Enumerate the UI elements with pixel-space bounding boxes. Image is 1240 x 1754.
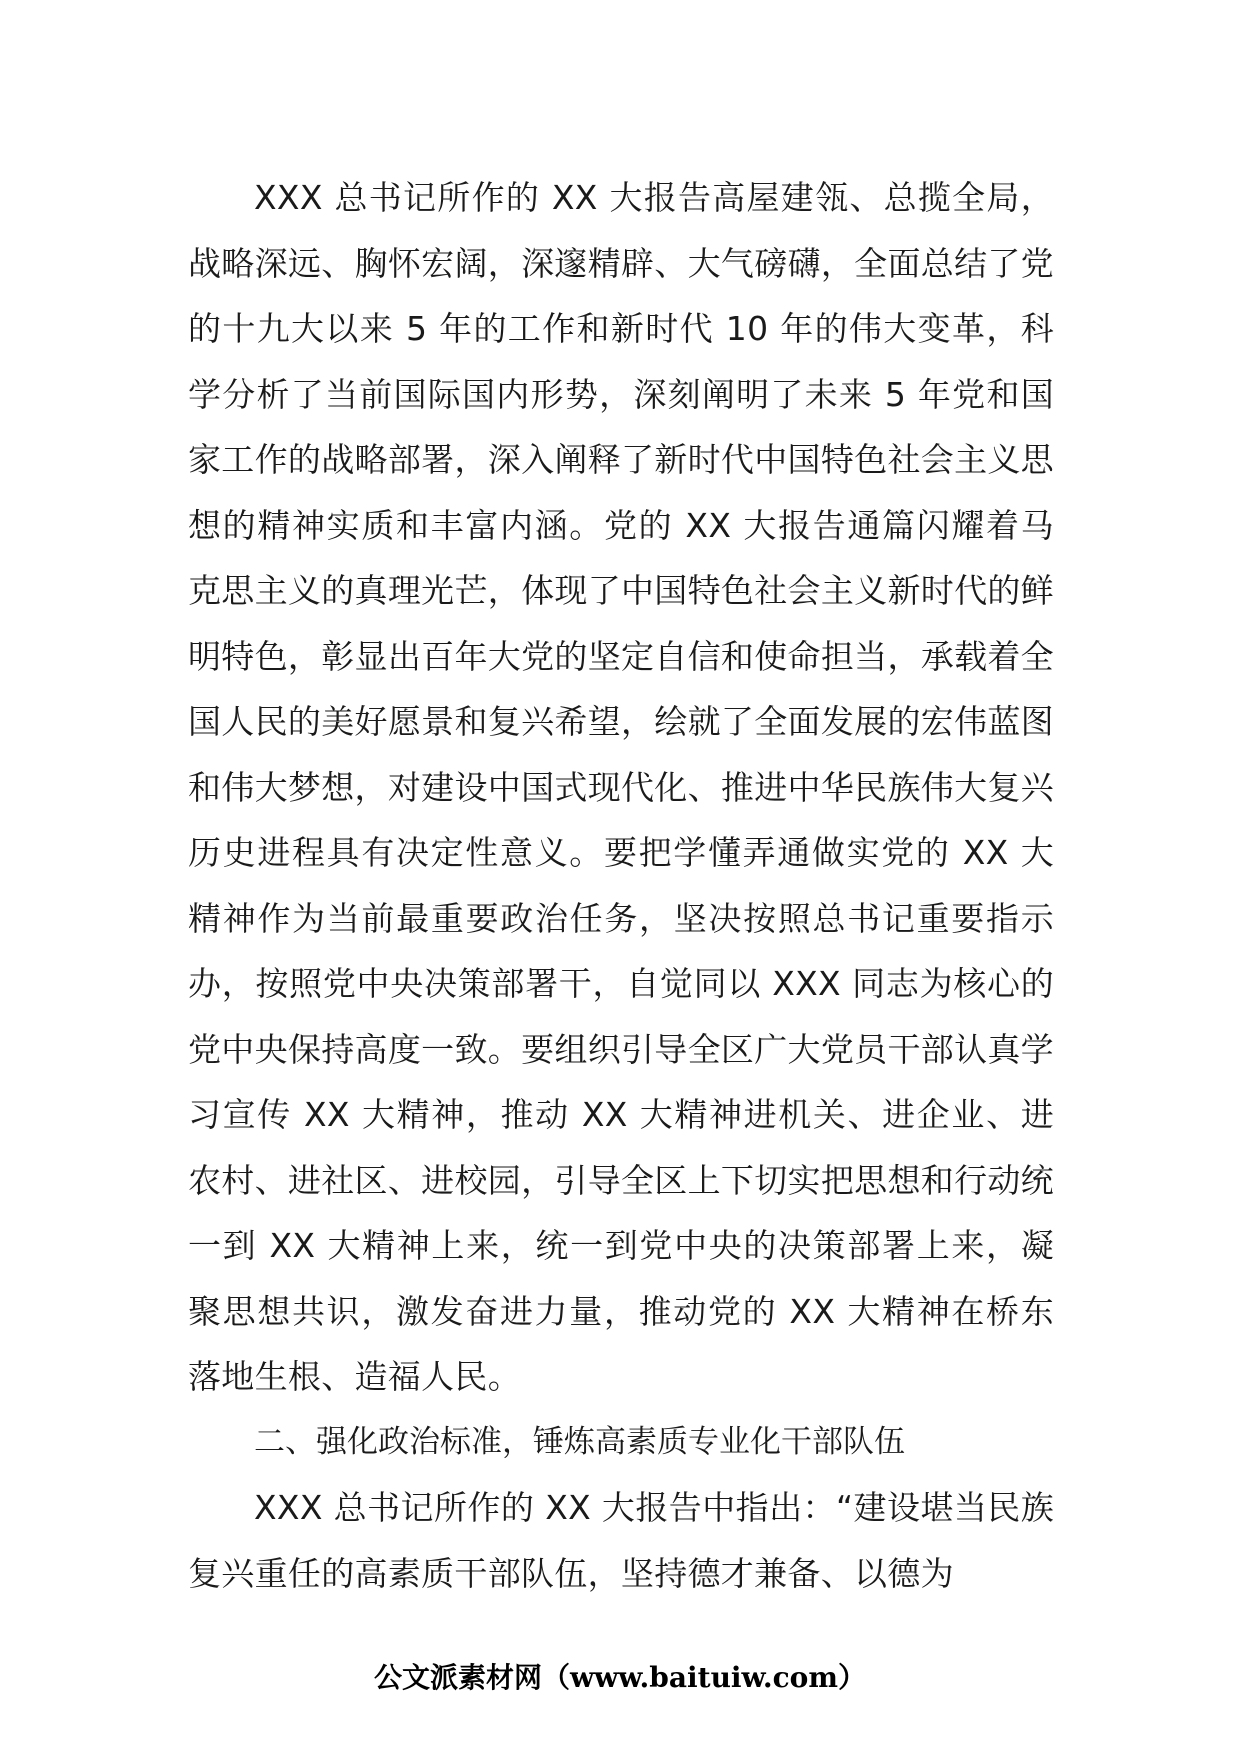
body-paragraph-1: XXX 总书记所作的 XX 大报告高屋建瓴、总揽全局，战略深远、胸怀宏阔，深邃精辟、大气磅礴，全面总结了党的十九大以来 5 年的工作和新时代 10 年的伟大变革，科学分析了当前国际国内形势，深刻阐明了未来 5 年党和国家工作的战略部署，深入阐释了新时代中国特色社会主义思想的精神实质和丰富内涵。党的 XX 大报告通篇闪耀着马克思主义的真理光芒，体现了中国特色社会主义新时代的鲜明特色，彰显出百年大党的坚定自信和使命担当，承载着全国人民的美好愿景和复兴希望，绘就了全面发展的宏伟蓝图和伟大梦想，对建设中国式现代化、推进中华民族伟大复兴历史进程具有决定性意义。要把学懂弄通做实党的 XX 大精神作为当前最重要政治任务，坚决按照总书记重要指示办，按照党中央决策部署干，自觉同以 XXX 同志为核心的党中央保持高度一致。要组织引导全区广大党员干部认真学习宣传 XX 大精神，推动 XX 大精神进机关、进企业、进农村、进社区、进校园，引导全区上下切实把思想和行动统一到 XX 大精神上来，统一到党中央的决策部署上来，凝聚思想共识，激发奋进力量，推动党的 XX 大精神在桥东落地生根、造福人民。 bbox=[188, 178, 1054, 1396]
footer-watermark: 公文派素材网（www.baituiw.com） bbox=[374, 1661, 866, 1694]
body-paragraph-2: XXX 总书记所作的 XX 大报告中指出：“建设堪当民族复兴重任的高素质干部队伍，坚持德才兼备、以德为 bbox=[188, 1488, 1054, 1593]
section-heading: 二、强化政治标准，锤炼高素质专业化干部队伍 bbox=[254, 1423, 905, 1460]
document-body bbox=[188, 165, 1054, 1606]
